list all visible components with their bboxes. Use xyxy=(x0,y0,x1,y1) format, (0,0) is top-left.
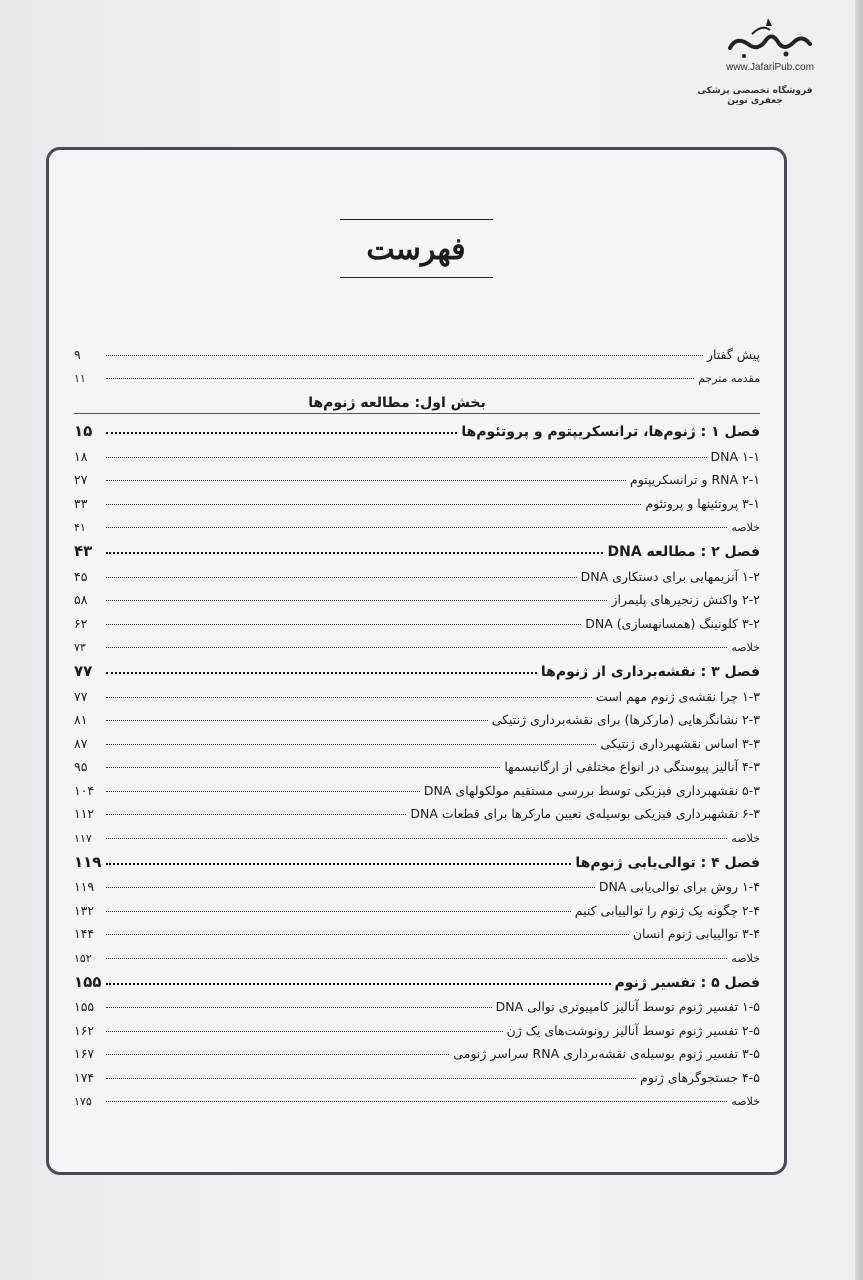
chapter-page: ۱۱۹ xyxy=(74,852,102,871)
toc-entry[interactable] xyxy=(74,362,760,386)
toc-entry-label: ۲-۳ نشانگرهایی (مارکرها) برای نقشه‌برداری ژنتیکی xyxy=(491,712,760,727)
toc-entry[interactable] xyxy=(74,821,760,845)
toc-entry-label: خلاصه xyxy=(731,831,760,845)
leader-dots xyxy=(106,957,727,959)
leader-dots xyxy=(106,1006,492,1008)
toc-entry[interactable] xyxy=(74,751,760,775)
toc-entry[interactable] xyxy=(74,511,760,535)
leader-dots xyxy=(106,479,626,481)
toc-entry-page: ۱۵۵ xyxy=(74,999,95,1014)
leader-dots xyxy=(106,671,537,674)
leader-dots xyxy=(106,599,607,601)
chapter-page: ۱۵۵ xyxy=(74,972,102,991)
toc-entry[interactable] xyxy=(74,631,760,655)
leader-dots xyxy=(106,1077,636,1079)
table-of-contents xyxy=(74,338,760,1108)
leader-dots xyxy=(106,1100,727,1102)
toc-entry-label: ۵-۳ نقشهبرداری فیزیکی توسط بررسی مستقیم مولکولهای DNA xyxy=(423,782,760,798)
toc-entry-label: ۴-۵ جستجوگرهای ژنوم xyxy=(640,1069,760,1085)
toc-entry-label: ۳-۱ پروتئینها و پروتئوم xyxy=(645,495,760,511)
leader-dots xyxy=(106,719,488,721)
leader-dots xyxy=(106,354,703,356)
toc-entry-label: ۱-۳ چرا نقشه‌ی ژنوم مهم است xyxy=(595,688,760,704)
toc-entry-page: ۹ xyxy=(74,346,81,362)
leader-dots xyxy=(106,526,727,528)
toc-entry-label: ۲-۱ RNA و ترانسکریپتوم xyxy=(629,472,760,487)
page-edge xyxy=(855,0,863,1280)
leader-dots xyxy=(106,696,592,698)
toc-entry-page: ۱۳۲ xyxy=(74,902,95,918)
toc-entry-label: ۱-۵ تفسیر ژنوم توسط آنالیز کامپیوتری توالی DNA xyxy=(495,999,760,1014)
toc-entry[interactable] xyxy=(74,918,760,942)
leader-dots xyxy=(106,551,603,554)
toc-entry[interactable] xyxy=(74,560,760,584)
toc-entry-label: ۲-۲ واکنش زنجیرهای پلیمراز xyxy=(611,592,760,607)
chapter-heading[interactable] xyxy=(74,414,760,440)
chapter-title: فصل ۲ : مطالعه DNA xyxy=(607,544,760,560)
leader-dots xyxy=(106,862,571,865)
toc-entry[interactable] xyxy=(74,1014,760,1038)
toc-entry-page: ۷۳ xyxy=(74,641,86,654)
leader-dots xyxy=(106,1030,503,1032)
leader-dots xyxy=(106,910,571,912)
toc-entry-page: ۴۱ xyxy=(74,521,86,534)
toc-entry-page: ۴۵ xyxy=(74,568,88,584)
toc-entry-label: ۱-۲ آنزیمهایی برای دستکاری DNA xyxy=(580,568,760,584)
toc-entry[interactable] xyxy=(74,338,760,362)
toc-entry[interactable] xyxy=(74,871,760,895)
publisher-tagline: فروشگاه تخصصی پزشکی جعفری نوین xyxy=(697,86,813,106)
toc-entry[interactable] xyxy=(74,487,760,511)
leader-dots xyxy=(106,982,611,985)
part-title: بخش اول: مطالعه ژنوم‌ها xyxy=(308,395,486,411)
leader-dots xyxy=(106,933,629,935)
toc-entry[interactable] xyxy=(74,727,760,751)
toc-entry-label: ۳-۳ اساس نقشهبرداری ژنتیکی xyxy=(600,735,760,751)
leader-dots xyxy=(106,377,694,379)
toc-entry-page: ۲۷ xyxy=(74,472,88,487)
leader-dots xyxy=(106,790,420,792)
toc-entry[interactable] xyxy=(74,894,760,918)
toc-entry-page: ۹۵ xyxy=(74,759,88,774)
toc-entry-page: ۱۱۹ xyxy=(74,879,95,894)
toc-entry[interactable] xyxy=(74,440,760,464)
toc-entry-page: ۳۳ xyxy=(74,495,88,511)
toc-entry-page: ۱۷۴ xyxy=(74,1069,95,1085)
toc-entry-label: ۲-۵ تفسیر ژنوم توسط آنالیز رونوشت‌های یک ژن xyxy=(506,1022,760,1038)
toc-entry-label: ۳-۴ توالییابی ژنوم انسان xyxy=(632,926,760,941)
toc-entry-page: ۶۲ xyxy=(74,615,88,631)
toc-entry-page: ۱۸ xyxy=(74,448,88,464)
chapter-heading[interactable] xyxy=(74,534,760,560)
toc-entry-page: ۱۵۲ xyxy=(74,951,92,965)
toc-entry-page: ۱۴۴ xyxy=(74,926,95,941)
publisher-logo xyxy=(700,14,840,73)
leader-dots xyxy=(106,646,727,648)
chapter-page: ۱۵ xyxy=(74,422,93,440)
leader-dots xyxy=(106,503,641,505)
toc-entry[interactable] xyxy=(74,1085,760,1109)
logo-mark-icon xyxy=(722,14,818,62)
leader-dots xyxy=(106,813,406,815)
toc-entry-label: خلاصه xyxy=(731,521,760,534)
leader-dots xyxy=(106,431,457,434)
toc-entry-label: خلاصه xyxy=(731,1095,760,1108)
leader-dots xyxy=(106,837,727,839)
toc-entry-label: ۶-۳ نقشهبرداری فیزیکی بوسیله‌ی تعیین مارکرها برای قطعات DNA xyxy=(410,806,760,821)
toc-entry-page: ۱۰۴ xyxy=(74,782,95,798)
toc-entry[interactable] xyxy=(74,584,760,608)
toc-entry-page: ۷۷ xyxy=(74,688,88,704)
chapter-page: ۴۳ xyxy=(74,542,93,560)
toc-entry-label: پیش گفتار xyxy=(706,346,760,362)
toc-entry[interactable] xyxy=(74,798,760,822)
toc-entry[interactable] xyxy=(74,607,760,631)
toc-entry[interactable] xyxy=(74,941,760,965)
toc-entry-page: ۱۷۵ xyxy=(74,1095,92,1108)
leader-dots xyxy=(106,1053,449,1055)
toc-entry-label: خلاصه xyxy=(731,641,760,654)
toc-entry-page: ۱۱۷ xyxy=(74,831,92,845)
chapter-page: ۷۷ xyxy=(74,662,93,680)
publisher-url: www.JafariPub.com xyxy=(726,62,814,73)
chapter-title: فصل ۱ : ژنوم‌ها، ترانسکریپتوم و پروتئوم‌ها xyxy=(461,424,760,440)
chapter-heading[interactable] xyxy=(74,965,760,991)
toc-entry-page: ۱۶۷ xyxy=(74,1046,95,1061)
toc-entry-label: ۳-۵ تفسیر ژنوم بوسیله‌ی نقشه‌برداری RNA سراسر ژنومی xyxy=(453,1046,760,1061)
toc-entry[interactable] xyxy=(74,464,760,488)
toc-entry-page: ۱۱ xyxy=(74,372,86,385)
toc-entry-label: ۳-۲ کلونینگ (همسانهسازی) DNA xyxy=(585,615,760,631)
toc-entry-page: ۸۷ xyxy=(74,735,88,751)
toc-entry[interactable] xyxy=(74,704,760,728)
leader-dots xyxy=(106,623,581,625)
toc-entry-label: خلاصه xyxy=(731,951,760,965)
toc-entry-page: ۸۱ xyxy=(74,712,88,727)
toc-entry[interactable] xyxy=(74,774,760,798)
toc-entry-label: ۱-۱ DNA xyxy=(710,448,760,464)
toc-entry[interactable] xyxy=(74,1038,760,1062)
chapter-title: فصل ۴ : توالی‌یابی ژنوم‌ها xyxy=(575,854,760,871)
toc-entry-page: ۵۸ xyxy=(74,592,88,607)
title-rule-top xyxy=(340,219,493,220)
leader-dots xyxy=(106,766,500,768)
title-rule-bottom xyxy=(340,277,493,278)
leader-dots xyxy=(106,743,596,745)
toc-entry-page: ۱۶۲ xyxy=(74,1022,95,1038)
toc-entry-label: مقدمه مترجم xyxy=(698,372,760,385)
toc-entry[interactable] xyxy=(74,1061,760,1085)
leader-dots xyxy=(106,886,595,888)
toc-entry[interactable] xyxy=(74,680,760,704)
toc-title: فهرست xyxy=(366,232,466,267)
toc-entry-label: ۴-۳ آنالیز پیوستگی در انواع مختلفی از ارگانیسمها xyxy=(504,759,760,774)
chapter-heading[interactable] xyxy=(74,845,760,871)
toc-entry-page: ۱۱۲ xyxy=(74,806,95,821)
toc-entry-label: ۱-۴ روش برای توالی‌یابی DNA xyxy=(598,879,760,894)
toc-entry[interactable] xyxy=(74,991,760,1015)
chapter-title: فصل ۵ : تفسیر ژنوم xyxy=(614,974,760,991)
chapter-title: فصل ۳ : نقشه‌برداری از ژنوم‌ها xyxy=(540,664,760,680)
leader-dots xyxy=(106,576,577,578)
leader-dots xyxy=(106,456,707,458)
toc-entry-label: ۲-۴ چگونه یک ژنوم را توالییابی کنیم xyxy=(574,902,760,918)
chapter-heading[interactable] xyxy=(74,654,760,680)
